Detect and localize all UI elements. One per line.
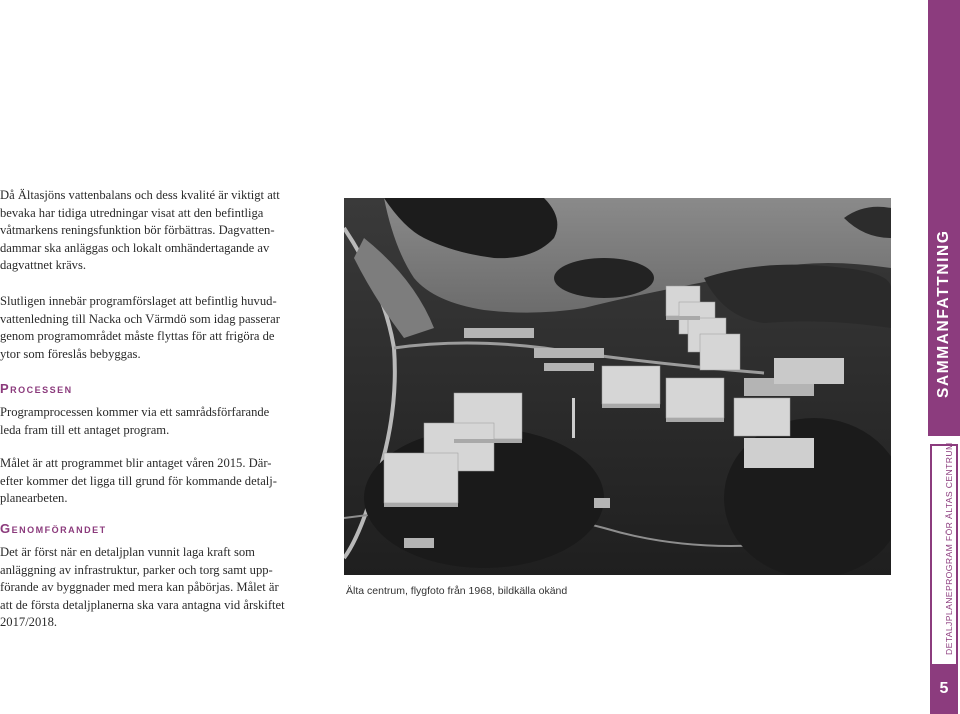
paragraph-water-balance: Då Ältasjöns vattenbalans och dess kvalité är viktigt att bevaka har tidiga utredningar visat att den befintliga våtmarkens reningsfunktion bör förbättras. Dagvatten-dammar ska anläggas och lokalt omhändertagande av dagvattnet krävs. bbox=[0, 188, 280, 273]
section-tab-label-wrap bbox=[928, 0, 960, 436]
section-tab-label: SAMMANFATTNING bbox=[935, 229, 952, 398]
paragraph-water-main: Slutligen innebär programförslaget att befintlig huvud-vattenledning till Nacka och Värmdö som idag passerar genom programområdet måste flyttas för att frigöra de ytor som föreslås bebyggas. bbox=[0, 294, 280, 361]
document-title-footer: DETALJPLANEPROGRAM FÖR ÄLTAS CENTRUM bbox=[944, 442, 954, 655]
photo-caption: Älta centrum, flygfoto från 1968, bildkälla okänd bbox=[346, 585, 568, 597]
page-number: 5 bbox=[930, 664, 958, 714]
paragraph-goal: Målet är att programmet blir antaget våren 2015. Där-efter kommer det ligga till grund för kommande detalj-planearbeten. bbox=[0, 456, 277, 506]
heading-processen: Processen bbox=[0, 381, 73, 396]
aerial-photo bbox=[344, 198, 891, 575]
heading-genomforandet: Genomförandet bbox=[0, 521, 107, 536]
aerial-photo-illustration bbox=[344, 198, 891, 575]
paragraph-process: Programprocessen kommer via ett samrådsförfarande leda fram till ett antaget program. bbox=[0, 405, 270, 437]
paragraph-implementation: Det är först när en detaljplan vunnit laga kraft som anläggning av infrastruktur, parker och torg samt upp-förande av byggnader med mera kan påbörjas. Målet är att de första detaljplanerna ska vara antagna vid årskiftet 2017/2018. bbox=[0, 545, 285, 630]
